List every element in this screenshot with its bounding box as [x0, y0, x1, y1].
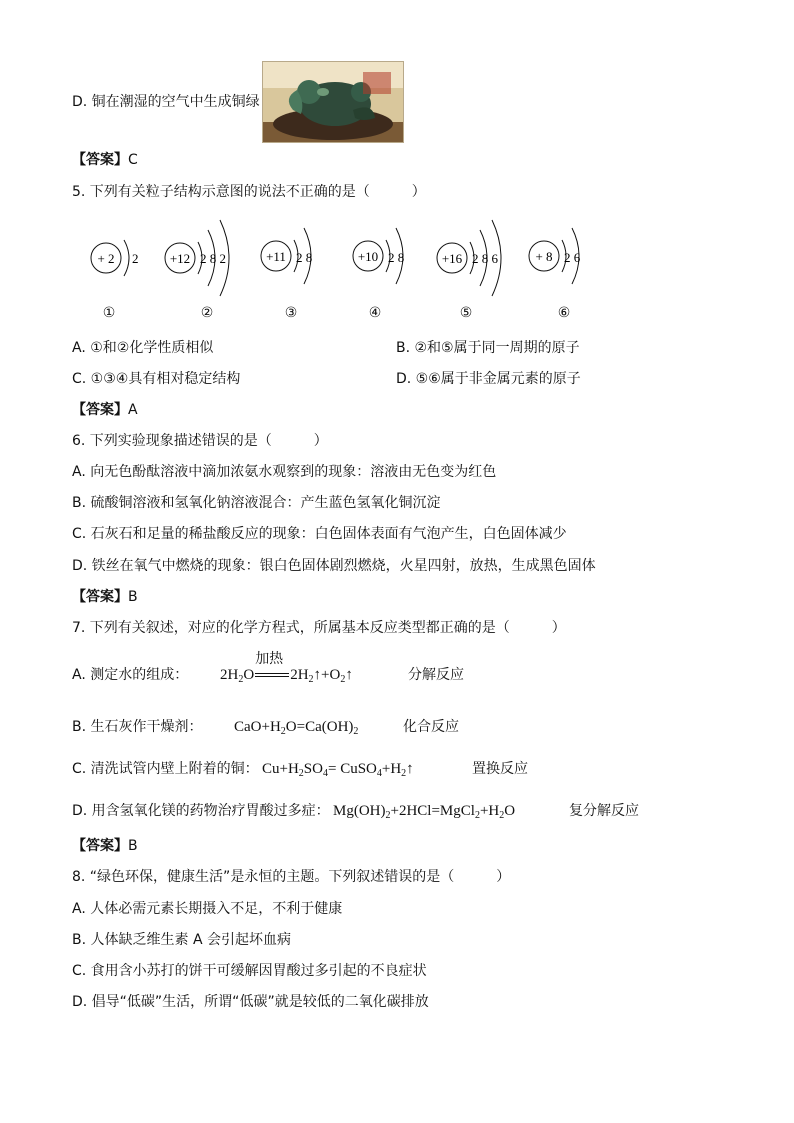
q7-option-c-equation: $Cu+H_2SO_4=$ $CuSO_4+H_2↑$ [262, 761, 414, 779]
reaction-condition: 加热 [255, 650, 284, 667]
diagram-label-3: ③ [284, 305, 298, 321]
q7-option-d-label: D. 用含氢氧化镁的药物治疗胃酸过多症： [72, 803, 330, 819]
electron-shells: 2 [132, 251, 139, 266]
q8-option-b: B. 人体缺乏维生素 A 会引起坏血病 [72, 932, 291, 948]
bronze-statue-photo [262, 61, 404, 143]
q6-option-d: D. 铁丝在氧气中燃烧的现象：银白色固体剧烈燃烧，火星四射，放热，生成黑色固体 [72, 558, 596, 574]
answer-value: B [128, 838, 138, 854]
q4-answer [72, 150, 138, 170]
q8-stem: 8. “绿色环保，健康生活”是永恒的主题。下列叙述错误的是（ ） [72, 869, 511, 885]
reaction-condition-equals [255, 650, 289, 681]
q7-option-c-label: C. 清洗试管内壁上附着的铜： [72, 761, 259, 777]
diagram-label-5: ⑤ [459, 305, 473, 321]
nucleus-charge: +10 [357, 249, 379, 264]
answer-tag: 【答案】 [72, 152, 128, 168]
q6-answer [72, 587, 138, 607]
q6-option-c: C. 石灰石和足量的稀盐酸反应的现象：白色固体表面有气泡产生，白色固体减少 [72, 526, 567, 542]
q5-stem: 5. 下列有关粒子结构示意图的说法不正确的是（ ） [72, 184, 426, 200]
atom-diagram-2 [164, 212, 244, 302]
diagram-label-4: ④ [368, 305, 382, 321]
electron-shells: 2 6 [564, 250, 581, 265]
electron-shells: 2 8 6 [472, 251, 498, 266]
q4-option-d: D. 铜在潮湿的空气中生成铜绿 [72, 94, 260, 110]
answer-value: C [128, 152, 138, 168]
diagram-label-1: ① [102, 305, 116, 321]
q7-option-a-type: 分解反应 [408, 667, 464, 683]
nucleus-charge: +11 [266, 249, 286, 264]
atom-diagram-5 [436, 212, 516, 302]
q6-option-b: B. 硫酸铜溶液和氢氧化钠溶液混合：产生蓝色氢氧化铜沉淀 [72, 495, 441, 511]
nucleus-charge: + 2 [97, 251, 115, 266]
answer-value: B [128, 589, 138, 605]
q7-option-d-type: 复分解反应 [569, 803, 639, 819]
answer-value: A [128, 402, 138, 418]
diagram-label-2: ② [200, 305, 214, 321]
nucleus-charge: +16 [441, 251, 463, 266]
electron-shells: 2 8 [388, 250, 405, 265]
q5-option-c: C. ①③④具有相对稳定结构 [72, 371, 241, 387]
q7-option-a-label: A. 测定水的组成： [72, 667, 189, 683]
atom-diagram-1 [88, 212, 148, 302]
q8-option-a: A. 人体必需元素长期摄入不足，不利于健康 [72, 901, 343, 917]
answer-tag: 【答案】 [72, 402, 128, 418]
q6-stem: 6. 下列实验现象描述错误的是（ ） [72, 433, 328, 449]
q7-option-b-type: 化合反应 [403, 719, 459, 735]
q5-option-b: B. ②和⑤属于同一周期的原子 [396, 340, 580, 356]
q7-option-c-type: 置换反应 [472, 761, 528, 777]
q7-option-b-equation: $CaO+H_2O=Ca(OH)_2$ [234, 719, 359, 737]
diagram-label-6: ⑥ [557, 305, 571, 321]
answer-tag: 【答案】 [72, 838, 128, 854]
nucleus-charge: +12 [169, 251, 191, 266]
q5-answer [72, 400, 138, 420]
q7-answer [72, 836, 138, 856]
atom-diagram-4 [352, 212, 422, 302]
q7-option-b-label: B. 生石灰作干燥剂： [72, 719, 203, 735]
q8-option-d: D. 倡导“低碳”生活，所谓“低碳”就是较低的二氧化碳排放 [72, 994, 429, 1010]
q7-stem: 7. 下列有关叙述，对应的化学方程式，所属基本反应类型都正确的是（ ） [72, 620, 566, 636]
electron-shells: 2 8 [296, 250, 313, 265]
atom-diagram-6 [528, 212, 598, 302]
q8-option-c: C. 食用含小苏打的饼干可缓解因胃酸过多引起的不良症状 [72, 963, 427, 979]
q7-option-a-equation: $2H_2O$ 加热 $2H_2↑+O_2↑$ [220, 650, 353, 685]
q5-option-a: A. ①和②化学性质相似 [72, 340, 214, 356]
q6-option-a: A. 向无色酚酞溶液中滴加浓氨水观察到的现象：溶液由无色变为红色 [72, 464, 497, 480]
nucleus-charge: + 8 [535, 249, 553, 264]
electron-shells: 2 8 2 [200, 251, 226, 266]
answer-tag: 【答案】 [72, 589, 128, 605]
atom-diagram-3 [260, 212, 330, 302]
q5-option-d: D. ⑤⑥属于非金属元素的原子 [396, 371, 581, 387]
q7-option-d-equation: $Mg(OH)_2+2HCl=MgCl_2+H_2O$ [333, 803, 516, 821]
